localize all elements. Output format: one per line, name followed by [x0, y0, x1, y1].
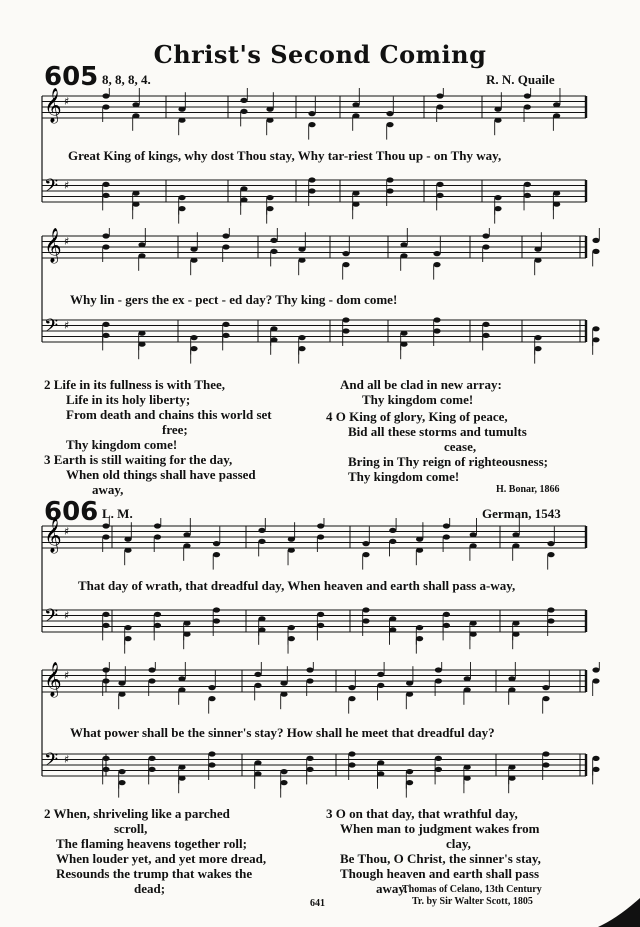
- note-icon: [553, 113, 560, 118]
- note-icon: [178, 118, 185, 123]
- verse-line: When old things shall have passed: [66, 467, 256, 482]
- verse-line: scroll,: [114, 821, 148, 836]
- note-icon: [178, 195, 185, 200]
- note-icon: [435, 767, 442, 772]
- verse-line: away,: [92, 482, 124, 497]
- note-icon: [534, 335, 541, 340]
- note-icon: [124, 625, 131, 630]
- key-signature-sharp-icon: ♯: [64, 753, 70, 766]
- note-icon: [258, 627, 265, 632]
- note-icon: [435, 756, 442, 761]
- note-icon: [154, 623, 161, 628]
- note-icon: [386, 188, 393, 193]
- note-icon: [508, 776, 515, 781]
- verse-line: dead;: [134, 881, 166, 896]
- verse-line: Bring in Thy reign of righteousness;: [348, 454, 548, 469]
- note-icon: [524, 182, 531, 187]
- note-icon: [254, 760, 261, 765]
- note-icon: [183, 632, 190, 637]
- note-icon: [258, 528, 265, 533]
- note-icon: [132, 202, 139, 207]
- note-icon: [254, 683, 261, 688]
- page-title: Christ's Second Coming: [153, 40, 487, 69]
- note-icon: [317, 623, 324, 628]
- note-icon: [308, 111, 315, 116]
- note-icon: [317, 523, 324, 528]
- note-icon: [102, 182, 109, 187]
- verse-line: 2 Life in its fullness is with Thee,: [44, 377, 226, 392]
- verse-block: [44, 452, 314, 497]
- note-icon: [494, 195, 501, 200]
- note-icon: [190, 258, 197, 263]
- verse-line: Though heaven and earth shall pass: [340, 866, 540, 881]
- note-icon: [308, 188, 315, 193]
- note-icon: [102, 322, 109, 327]
- note-icon: [222, 233, 229, 238]
- verse-line: Be Thou, O Christ, the sinner's stay,: [340, 851, 541, 866]
- note-icon: [389, 539, 396, 544]
- note-icon: [208, 762, 215, 767]
- note-icon: [348, 685, 355, 690]
- note-icon: [342, 317, 349, 322]
- note-icon: [547, 541, 554, 546]
- note-icon: [592, 249, 599, 254]
- key-signature-sharp-icon: ♯: [64, 669, 70, 682]
- note-icon: [386, 111, 393, 116]
- note-icon: [317, 534, 324, 539]
- note-icon: [254, 672, 261, 677]
- note-icon: [443, 612, 450, 617]
- verse-block: [326, 409, 616, 484]
- note-icon: [102, 612, 109, 617]
- note-icon: [542, 696, 549, 701]
- note-icon: [183, 543, 190, 548]
- note-icon: [377, 760, 384, 765]
- note-icon: [547, 618, 554, 623]
- note-icon: [389, 528, 396, 533]
- verse-line: Thy kingdom come!: [362, 392, 474, 407]
- hymn-meter: L. M.: [102, 506, 133, 521]
- note-icon: [280, 692, 287, 697]
- note-icon: [547, 607, 554, 612]
- note-icon: [348, 762, 355, 767]
- text-credit: Thomas of Celano, 13th Century: [402, 884, 542, 895]
- treble-clef-icon: 𝄞: [44, 662, 62, 697]
- note-icon: [102, 93, 109, 98]
- note-icon: [435, 667, 442, 672]
- note-icon: [416, 625, 423, 630]
- note-icon: [377, 672, 384, 677]
- note-icon: [592, 678, 599, 683]
- note-icon: [400, 331, 407, 336]
- note-icon: [542, 685, 549, 690]
- note-icon: [208, 685, 215, 690]
- note-icon: [470, 632, 477, 637]
- note-icon: [258, 616, 265, 621]
- note-icon: [102, 678, 109, 683]
- note-icon: [266, 118, 273, 123]
- bass-clef-icon: 𝄢: [44, 750, 59, 775]
- tune-source: German, 1543: [482, 506, 561, 521]
- key-signature-sharp-icon: ♯: [64, 179, 70, 192]
- note-icon: [534, 346, 541, 351]
- bass-clef-icon: 𝄢: [44, 606, 59, 631]
- verse-line: Life in its holy liberty;: [66, 392, 191, 407]
- verse-block: [44, 377, 314, 452]
- note-icon: [190, 247, 197, 252]
- note-icon: [280, 780, 287, 785]
- verse-line: 2 When, shriveling like a parched: [44, 806, 230, 821]
- note-icon: [482, 322, 489, 327]
- note-icon: [406, 769, 413, 774]
- note-icon: [102, 756, 109, 761]
- note-icon: [178, 776, 185, 781]
- note-icon: [362, 552, 369, 557]
- note-icon: [306, 767, 313, 772]
- note-icon: [362, 607, 369, 612]
- hymn-meter: 8, 8, 8, 4.: [102, 72, 151, 87]
- hymn-number: 606: [44, 497, 99, 527]
- verse-line: away.: [376, 881, 408, 896]
- note-icon: [102, 233, 109, 238]
- note-icon: [416, 636, 423, 641]
- note-icon: [524, 93, 531, 98]
- note-icon: [400, 342, 407, 347]
- note-icon: [270, 337, 277, 342]
- key-signature-sharp-icon: ♯: [64, 609, 70, 622]
- note-icon: [470, 532, 477, 537]
- note-icon: [400, 242, 407, 247]
- note-icon: [508, 676, 515, 681]
- note-icon: [240, 186, 247, 191]
- note-icon: [362, 618, 369, 623]
- note-icon: [436, 93, 443, 98]
- note-icon: [508, 765, 515, 770]
- note-icon: [389, 627, 396, 632]
- note-icon: [190, 346, 197, 351]
- note-icon: [270, 249, 277, 254]
- note-icon: [494, 206, 501, 211]
- note-icon: [592, 667, 599, 672]
- note-icon: [132, 191, 139, 196]
- translator-credit: Tr. by Sir Walter Scott, 1805: [412, 896, 533, 907]
- note-icon: [138, 331, 145, 336]
- note-icon: [222, 322, 229, 327]
- note-icon: [258, 539, 265, 544]
- note-icon: [306, 756, 313, 761]
- note-icon: [433, 251, 440, 256]
- note-icon: [298, 247, 305, 252]
- note-icon: [298, 335, 305, 340]
- note-icon: [436, 104, 443, 109]
- note-icon: [118, 681, 125, 686]
- note-icon: [362, 541, 369, 546]
- note-icon: [240, 197, 247, 202]
- note-icon: [435, 678, 442, 683]
- verse-line: Thy kingdom come!: [348, 469, 460, 484]
- note-icon: [254, 771, 261, 776]
- note-icon: [342, 251, 349, 256]
- note-icon: [102, 193, 109, 198]
- note-icon: [213, 552, 220, 557]
- page-corner-ornament: [598, 898, 640, 927]
- note-icon: [288, 537, 295, 542]
- note-icon: [178, 765, 185, 770]
- note-icon: [132, 102, 139, 107]
- note-icon: [178, 107, 185, 112]
- note-icon: [436, 193, 443, 198]
- verse-line: clay,: [446, 836, 471, 851]
- note-icon: [138, 242, 145, 247]
- note-icon: [443, 623, 450, 628]
- note-icon: [400, 253, 407, 258]
- note-icon: [102, 623, 109, 628]
- note-icon: [102, 333, 109, 338]
- key-signature-sharp-icon: ♯: [64, 525, 70, 538]
- note-icon: [266, 195, 273, 200]
- note-icon: [102, 667, 109, 672]
- note-icon: [348, 696, 355, 701]
- note-icon: [280, 769, 287, 774]
- lyrics-line: That day of wrath, that dreadful day, When heaven and earth shall pass a-way,: [78, 578, 516, 593]
- note-icon: [508, 687, 515, 692]
- note-icon: [352, 191, 359, 196]
- note-icon: [542, 751, 549, 756]
- note-icon: [553, 202, 560, 207]
- note-icon: [352, 113, 359, 118]
- bass-clef-icon: 𝄢: [44, 316, 59, 341]
- note-icon: [148, 756, 155, 761]
- note-icon: [183, 532, 190, 537]
- note-icon: [547, 552, 554, 557]
- note-icon: [270, 326, 277, 331]
- note-icon: [512, 532, 519, 537]
- note-icon: [306, 667, 313, 672]
- note-icon: [266, 206, 273, 211]
- note-icon: [308, 177, 315, 182]
- note-icon: [178, 687, 185, 692]
- note-icon: [124, 636, 131, 641]
- note-icon: [102, 767, 109, 772]
- note-icon: [154, 534, 161, 539]
- note-icon: [213, 541, 220, 546]
- note-icon: [534, 247, 541, 252]
- note-icon: [592, 767, 599, 772]
- note-icon: [308, 122, 315, 127]
- note-icon: [148, 667, 155, 672]
- note-icon: [406, 692, 413, 697]
- verse-line: The flaming heavens together roll;: [56, 836, 247, 851]
- verse-block: [44, 806, 314, 896]
- note-icon: [592, 326, 599, 331]
- key-signature-sharp-icon: ♯: [64, 319, 70, 332]
- note-icon: [352, 102, 359, 107]
- note-icon: [208, 696, 215, 701]
- note-icon: [433, 262, 440, 267]
- note-icon: [592, 756, 599, 761]
- note-icon: [178, 206, 185, 211]
- note-icon: [148, 767, 155, 772]
- note-icon: [154, 612, 161, 617]
- note-icon: [482, 333, 489, 338]
- hymn-author: R. N. Quaile: [486, 72, 555, 87]
- note-icon: [494, 107, 501, 112]
- note-icon: [118, 692, 125, 697]
- note-icon: [270, 238, 277, 243]
- verse-line: From death and chains this world set: [66, 407, 272, 422]
- note-icon: [386, 177, 393, 182]
- note-icon: [512, 621, 519, 626]
- note-icon: [222, 244, 229, 249]
- note-icon: [342, 328, 349, 333]
- note-icon: [512, 543, 519, 548]
- note-icon: [154, 523, 161, 528]
- verse-line: Bid all these storms and tumults: [348, 424, 527, 439]
- verse-line: 3 Earth is still waiting for the day,: [44, 452, 233, 467]
- note-icon: [406, 780, 413, 785]
- note-icon: [512, 632, 519, 637]
- note-icon: [213, 618, 220, 623]
- lyrics-line: Great King of kings, why dost Thou stay, Why tar-riest Thou up - on Thy way,: [68, 148, 502, 163]
- key-signature-sharp-icon: ♯: [64, 235, 70, 248]
- note-icon: [470, 621, 477, 626]
- treble-clef-icon: 𝄞: [44, 228, 62, 263]
- note-icon: [464, 676, 471, 681]
- note-icon: [482, 244, 489, 249]
- note-icon: [342, 262, 349, 267]
- note-icon: [433, 317, 440, 322]
- note-icon: [443, 534, 450, 539]
- note-icon: [389, 616, 396, 621]
- page-number: 641: [310, 898, 325, 909]
- note-icon: [138, 342, 145, 347]
- lyrics-line: Why lin - gers the ex - pect - ed day? Thy king - dom come!: [70, 292, 398, 307]
- note-icon: [298, 346, 305, 351]
- note-icon: [553, 191, 560, 196]
- note-icon: [470, 543, 477, 548]
- note-icon: [213, 607, 220, 612]
- verse-line: free;: [162, 422, 188, 437]
- note-icon: [306, 678, 313, 683]
- note-icon: [436, 182, 443, 187]
- note-icon: [352, 202, 359, 207]
- note-icon: [542, 762, 549, 767]
- text-credit: H. Bonar, 1866: [496, 484, 560, 495]
- note-icon: [266, 107, 273, 112]
- note-icon: [132, 113, 139, 118]
- treble-clef-icon: 𝄞: [44, 518, 62, 553]
- note-icon: [494, 118, 501, 123]
- note-icon: [464, 687, 471, 692]
- verse-block: [340, 377, 610, 407]
- verse-line: 4 O King of glory, King of peace,: [326, 409, 508, 424]
- note-icon: [464, 765, 471, 770]
- hymn-number: 605: [44, 62, 99, 92]
- note-icon: [317, 612, 324, 617]
- note-icon: [124, 537, 131, 542]
- note-icon: [148, 678, 155, 683]
- verse-line: And all be clad in new array:: [340, 377, 502, 392]
- note-icon: [240, 98, 247, 103]
- note-icon: [298, 258, 305, 263]
- note-icon: [280, 681, 287, 686]
- verse-line: When louder yet, and yet more dread,: [56, 851, 267, 866]
- lyrics-line: What power shall be the sinner's stay? How shall he meet that dreadful day?: [70, 725, 495, 740]
- note-icon: [118, 780, 125, 785]
- verse-line: Thy kingdom come!: [66, 437, 178, 452]
- note-icon: [183, 621, 190, 626]
- key-signature-sharp-icon: ♯: [64, 95, 70, 108]
- note-icon: [240, 109, 247, 114]
- verse-line: When man to judgment wakes from: [340, 821, 540, 836]
- note-icon: [118, 769, 125, 774]
- note-icon: [464, 776, 471, 781]
- treble-clef-icon: 𝄞: [44, 88, 62, 123]
- note-icon: [377, 771, 384, 776]
- note-icon: [138, 253, 145, 258]
- note-icon: [443, 523, 450, 528]
- note-icon: [406, 681, 413, 686]
- bass-clef-icon: 𝄢: [44, 176, 59, 201]
- note-icon: [433, 328, 440, 333]
- note-icon: [190, 335, 197, 340]
- note-icon: [102, 523, 109, 528]
- note-icon: [102, 244, 109, 249]
- note-icon: [592, 238, 599, 243]
- note-icon: [288, 625, 295, 630]
- verse-line: Resounds the trump that wakes the: [56, 866, 253, 881]
- note-icon: [102, 104, 109, 109]
- note-icon: [524, 104, 531, 109]
- note-icon: [416, 537, 423, 542]
- note-icon: [222, 333, 229, 338]
- note-icon: [208, 751, 215, 756]
- note-icon: [348, 751, 355, 756]
- note-icon: [102, 534, 109, 539]
- note-icon: [124, 548, 131, 553]
- note-icon: [178, 676, 185, 681]
- verse-line: cease,: [444, 439, 477, 454]
- note-icon: [534, 258, 541, 263]
- verse-line: 3 O on that day, that wrathful day,: [326, 806, 518, 821]
- verse-block: [326, 806, 616, 896]
- note-icon: [592, 337, 599, 342]
- note-icon: [524, 193, 531, 198]
- note-icon: [386, 122, 393, 127]
- note-icon: [377, 683, 384, 688]
- note-icon: [416, 548, 423, 553]
- note-icon: [288, 636, 295, 641]
- note-icon: [288, 548, 295, 553]
- note-icon: [482, 233, 489, 238]
- note-icon: [553, 102, 560, 107]
